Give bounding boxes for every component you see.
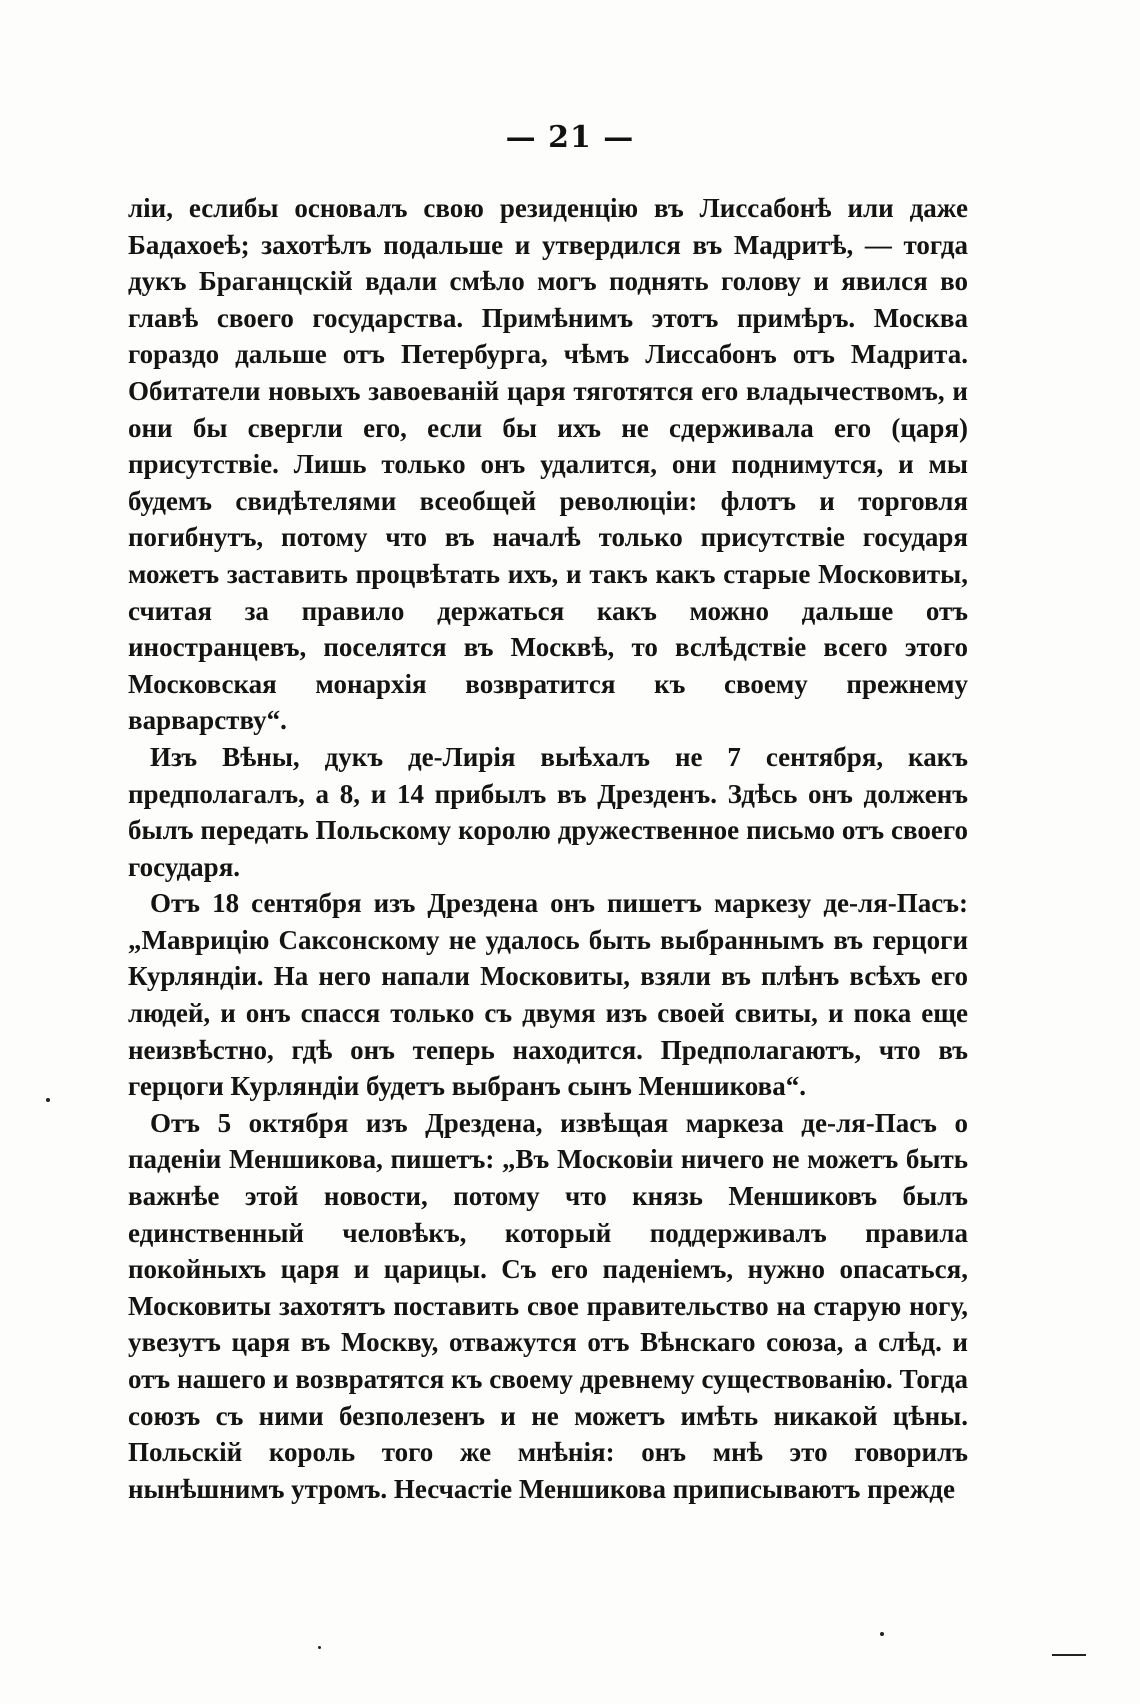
paragraph-1: ліи, еслибы основалъ свою резиденцію въ Лиссабонѣ или даже Бадахоеѣ; захотѣлъ подальше и утвердился въ Мадритѣ, — тогда дукъ Браганцскій вдали смѣло могъ поднять голову и явился во главѣ своего государства. Примѣнимъ этотъ примѣръ. Москва гораздо дальше отъ Петербурга, чѣмъ Лиссабонъ отъ Мадрита. Обитатели новыхъ завоеваній царя тяготятся его владычествомъ, и они бы свергли его, если бы ихъ не сдерживала его (царя) присутствіе. Лишь только онъ удалится, они поднимутся, и мы будемъ свидѣтелями всеобщей революціи: флотъ и торговля погибнутъ, потому что въ началѣ только присутствіе государя можетъ заставить процвѣтать ихъ, и такъ какъ старые Московиты, считая за правило держаться какъ можно дальше отъ иностранцевъ, поселятся въ Москвѣ, то вслѣдствіе всего этого Московская монархія возвратится къ своему прежнему варварству“.: [128, 193, 968, 736]
paragraph-3: Отъ 18 сентября изъ Дрездена онъ пишетъ маркезу де-ля-Пасъ: „Маврицію Саксонскому не удалось быть выбраннымъ въ герцоги Курляндіи. На него напали Московиты, взяли въ плѣнъ всѣхъ его людей, и онъ спасся только съ двумя изъ своей свиты, и пока еще неизвѣстно, гдѣ онъ теперь находится. Предполагаютъ, что въ герцоги Курляндіи будетъ выбранъ сынъ Меншикова“.: [128, 888, 968, 1102]
scan-speck: [318, 1646, 321, 1649]
page-number: — 21 —: [505, 120, 635, 155]
paragraph-4: Отъ 5 октября изъ Дрездена, извѣщая маркеза де-ля-Пасъ о паденіи Меншикова, пишетъ: „Въ Московіи ничего не можетъ быть важнѣе этой новости, потому что князь Меншиковъ былъ единственный человѣкъ, который поддерживалъ правила покойныхъ царя и царицы. Съ его паденіемъ, нужно опасаться, Московиты захотятъ поставить свое правительство на старую ногу, увезутъ царя въ Москву, отважутся отъ Вѣнскаго союза, а слѣд. и отъ нашего и возвратятся къ своему древнему существованію. Тогда союзъ съ ними безполезенъ и не можетъ имѣть никакой цѣны. Польскій король того же мнѣнія: онъ мнѣ это говорилъ нынѣшнимъ утромъ. Несчастіе Меншикова приписываютъ прежде: [128, 1107, 968, 1504]
scan-speck: [46, 1098, 50, 1102]
text-body: [128, 190, 968, 1507]
paragraph-2: Изъ Вѣны, дукъ де-Лирія выѣхалъ не 7 сентября, какъ предполагалъ, а 8, и 14 прибылъ въ Дрезденъ. Здѣсь онъ долженъ былъ передать Польскому королю дружественное письмо отъ своего государя.: [128, 741, 968, 882]
scan-speck: [880, 1632, 884, 1636]
scan-mark: [1052, 1654, 1086, 1656]
